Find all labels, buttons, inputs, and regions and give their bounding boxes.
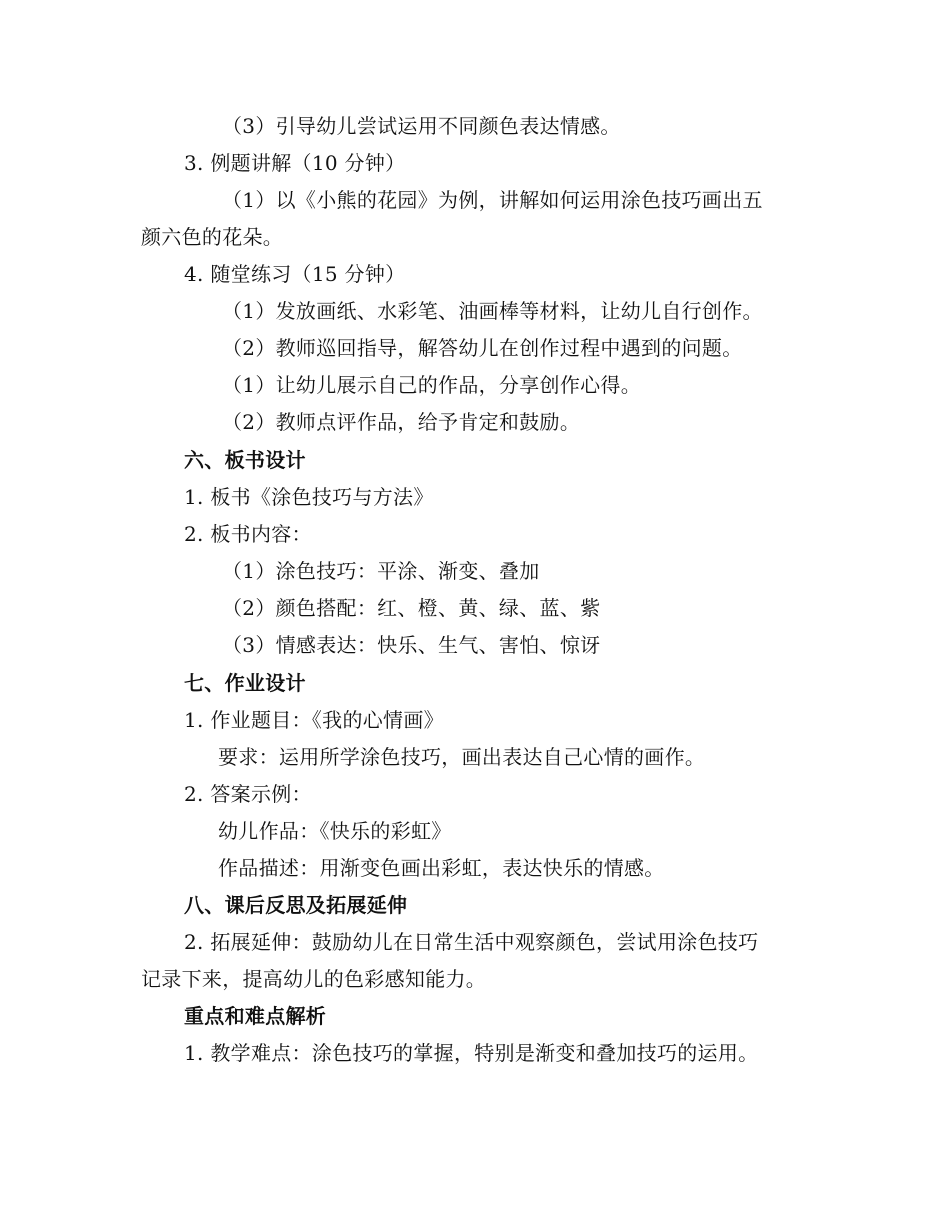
text-line: 1. 教学难点：涂色技巧的掌握，特别是渐变和叠加技巧的运用。: [184, 1041, 759, 1065]
text-line: 3. 例题讲解（10 分钟）: [184, 151, 406, 175]
text-line: 幼儿作品：《快乐的彩虹》: [218, 819, 452, 843]
text-line: （3）情感表达：快乐、生气、害怕、惊讶: [222, 633, 601, 657]
text-line: 1. 作业题目：《我的心情画》: [184, 708, 444, 732]
text-line: 2. 拓展延伸：鼓励幼儿在日常生活中观察颜色，尝试用涂色技巧: [184, 930, 759, 954]
section-heading: 八、课后反思及拓展延伸: [184, 893, 408, 917]
text-line: （1）发放画纸、水彩笔、油画棒等材料，让幼儿自行创作。: [222, 299, 763, 323]
section-heading: 重点和难点解析: [184, 1004, 327, 1028]
text-line: （2）教师巡回指导，解答幼儿在创作过程中遇到的问题。: [222, 336, 743, 360]
text-line: （1）让幼儿展示自己的作品，分享创作心得。: [222, 373, 642, 397]
text-line: 2. 答案示例：: [184, 782, 312, 806]
text-line: 作品描述：用渐变色画出彩虹，表达快乐的情感。: [218, 856, 665, 880]
text-line: （1）涂色技巧：平涂、渐变、叠加: [222, 559, 540, 583]
text-line: 1. 板书《涂色技巧与方法》: [184, 485, 434, 509]
text-line: 4. 随堂练习（15 分钟）: [184, 262, 406, 286]
section-heading: 六、板书设计: [184, 448, 306, 472]
text-line: （1）以《小熊的花园》为例，讲解如何运用涂色技巧画出五: [222, 188, 763, 212]
text-line: 2. 板书内容：: [184, 522, 312, 546]
text-line: 颜六色的花朵。: [141, 225, 284, 249]
text-line: 要求：运用所学涂色技巧，画出表达自己心情的画作。: [218, 745, 706, 769]
text-line: （2）颜色搭配：红、橙、黄、绿、蓝、紫: [222, 596, 601, 620]
section-heading: 七、作业设计: [184, 671, 306, 695]
text-line: （2）教师点评作品，给予肯定和鼓励。: [222, 410, 581, 434]
text-line: 记录下来，提高幼儿的色彩感知能力。: [141, 967, 487, 991]
text-line: （3）引导幼儿尝试运用不同颜色表达情感。: [222, 114, 621, 138]
